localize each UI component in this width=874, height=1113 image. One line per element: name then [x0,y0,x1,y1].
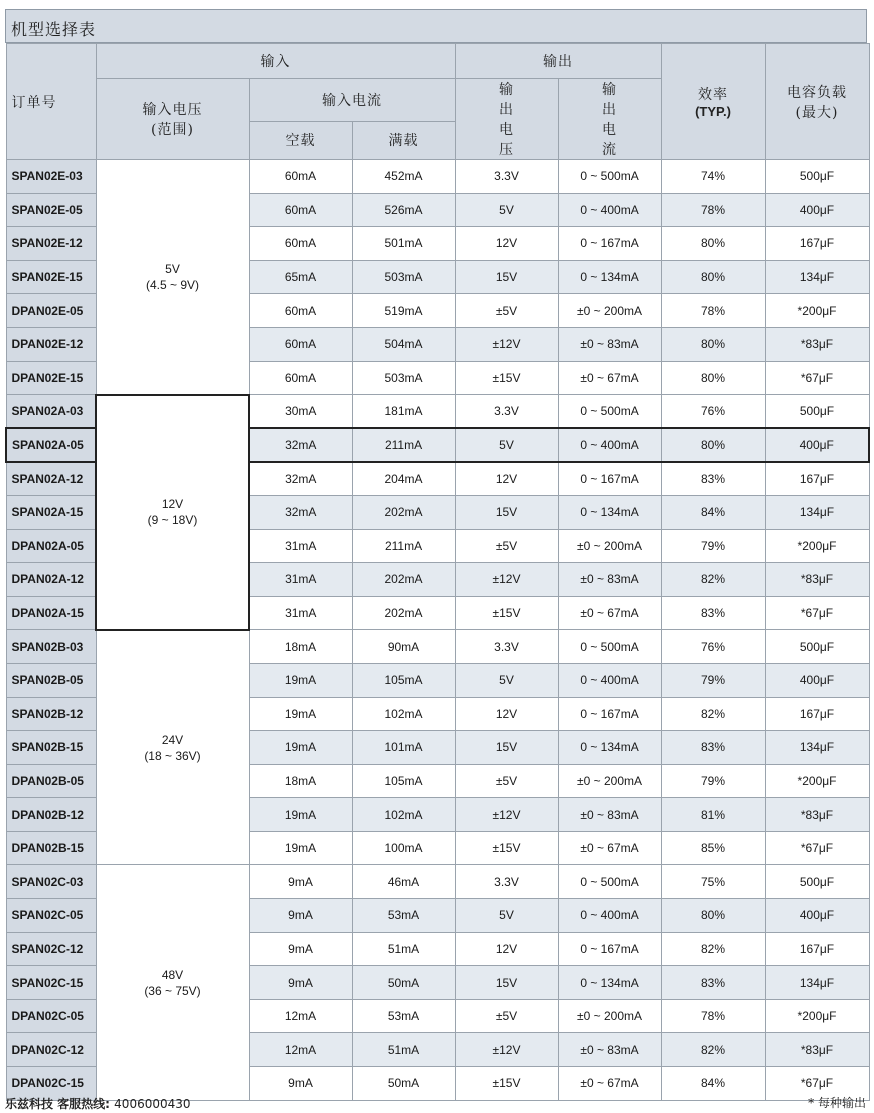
header-no-load: 空载 [249,121,352,159]
no-load-cell: 31mA [249,563,352,597]
footer-company-label: 乐兹科技 客服热线: [5,1097,110,1111]
no-load-cell: 19mA [249,731,352,765]
eff-cell: 81% [661,798,765,832]
table-row [6,395,869,429]
iout-cell: 0 ~ 500mA [558,395,661,429]
input-voltage-cell [96,865,249,1100]
eff-cell: 80% [661,227,765,261]
vout-cell: 5V [455,428,558,462]
cap-cell: 134μF [765,966,869,1000]
iout-cell: ±0 ~ 200mA [558,999,661,1033]
cap-cell: *200μF [765,764,869,798]
iout-cell: 0 ~ 500mA [558,865,661,899]
full-load-cell: 46mA [352,865,455,899]
cap-cell: 400μF [765,428,869,462]
model-cell: DPAN02E-05 [6,294,96,328]
vout-cell: 3.3V [455,630,558,664]
full-load-cell: 211mA [352,529,455,563]
eff-cell: 83% [661,462,765,496]
vout-cell: ±15V [455,596,558,630]
header-output-voltage-label: 输出电压 [499,82,515,158]
model-cell: SPAN02E-12 [6,227,96,261]
model-cell: SPAN02C-03 [6,865,96,899]
eff-cell: 80% [661,260,765,294]
footer-company [5,1095,191,1112]
no-load-cell: 18mA [249,630,352,664]
vout-cell: ±12V [455,327,558,361]
cap-cell: 134μF [765,495,869,529]
header-output-current [558,79,661,160]
full-load-cell: 501mA [352,227,455,261]
table-row [6,630,869,664]
input-voltage-value: 48V [161,967,184,982]
full-load-cell: 202mA [352,563,455,597]
no-load-cell: 12mA [249,999,352,1033]
cap-cell: 500μF [765,630,869,664]
iout-cell: 0 ~ 400mA [558,428,661,462]
full-load-cell: 51mA [352,1033,455,1067]
header-output-current-label: 输出电流 [602,82,618,158]
eff-cell: 78% [661,294,765,328]
model-cell: SPAN02C-05 [6,899,96,933]
vout-cell: 3.3V [455,160,558,194]
header-order-no: 订单号 [6,44,96,160]
vout-cell: 15V [455,731,558,765]
full-load-cell: 50mA [352,1067,455,1101]
cap-cell: 400μF [765,663,869,697]
table-body [6,160,869,1101]
cap-cell: *83μF [765,327,869,361]
eff-cell: 78% [661,999,765,1033]
vout-cell: 12V [455,462,558,496]
footer-note: * 每种输出 [808,1096,866,1110]
iout-cell: 0 ~ 400mA [558,193,661,227]
header-efficiency [661,44,765,160]
no-load-cell: 19mA [249,831,352,865]
cap-cell: 134μF [765,260,869,294]
model-cell: DPAN02A-12 [6,563,96,597]
iout-cell: 0 ~ 134mA [558,731,661,765]
header-cap-load [765,44,869,160]
model-cell: DPAN02E-12 [6,327,96,361]
model-cell: SPAN02B-12 [6,697,96,731]
vout-cell: 12V [455,697,558,731]
full-load-cell: 53mA [352,999,455,1033]
vout-cell: ±5V [455,294,558,328]
no-load-cell: 60mA [249,227,352,261]
vout-cell: 3.3V [455,395,558,429]
model-cell: SPAN02B-03 [6,630,96,664]
cap-cell: 167μF [765,697,869,731]
eff-cell: 83% [661,966,765,1000]
cap-cell: 167μF [765,932,869,966]
eff-cell: 80% [661,428,765,462]
iout-cell: ±0 ~ 83mA [558,1033,661,1067]
cap-cell: *83μF [765,798,869,832]
vout-cell: ±12V [455,1033,558,1067]
no-load-cell: 60mA [249,361,352,395]
eff-cell: 82% [661,563,765,597]
no-load-cell: 60mA [249,160,352,194]
eff-cell: 82% [661,697,765,731]
model-cell: SPAN02E-15 [6,260,96,294]
no-load-cell: 65mA [249,260,352,294]
no-load-cell: 32mA [249,495,352,529]
iout-cell: 0 ~ 134mA [558,260,661,294]
eff-cell: 80% [661,327,765,361]
no-load-cell: 60mA [249,294,352,328]
eff-cell: 83% [661,731,765,765]
model-cell: DPAN02A-15 [6,596,96,630]
iout-cell: 0 ~ 400mA [558,663,661,697]
header-input: 输入 [96,44,455,79]
model-cell: DPAN02C-12 [6,1033,96,1067]
model-cell: SPAN02A-05 [6,428,96,462]
input-voltage-cell [96,160,249,395]
vout-cell: ±5V [455,529,558,563]
no-load-cell: 30mA [249,395,352,429]
header-efficiency-label: 效率 [698,87,729,103]
header-cap-load-max: (最大) [795,104,839,121]
vout-cell: 12V [455,932,558,966]
full-load-cell: 90mA [352,630,455,664]
input-voltage-range: (9 ~ 18V) [147,513,198,528]
eff-cell: 75% [661,865,765,899]
vout-cell: ±12V [455,798,558,832]
full-load-cell: 503mA [352,260,455,294]
full-load-cell: 51mA [352,932,455,966]
full-load-cell: 105mA [352,663,455,697]
model-cell: SPAN02A-03 [6,395,96,429]
input-voltage-cell [96,395,249,630]
header-output: 输出 [455,44,661,79]
title-bar [5,9,867,43]
model-cell: DPAN02C-05 [6,999,96,1033]
cap-cell: *200μF [765,529,869,563]
model-cell: DPAN02A-05 [6,529,96,563]
header-input-voltage [96,79,249,160]
input-voltage-range: (36 ~ 75V) [144,983,201,998]
header-output-voltage [455,79,558,160]
iout-cell: 0 ~ 500mA [558,160,661,194]
header-full-load: 满载 [352,121,455,159]
vout-cell: 3.3V [455,865,558,899]
cap-cell: *83μF [765,1033,869,1067]
eff-cell: 76% [661,395,765,429]
no-load-cell: 19mA [249,798,352,832]
eff-cell: 79% [661,529,765,563]
cap-cell: 167μF [765,462,869,496]
vout-cell: 12V [455,227,558,261]
full-load-cell: 105mA [352,764,455,798]
table-row [6,865,869,899]
vout-cell: 5V [455,193,558,227]
eff-cell: 82% [661,1033,765,1067]
full-load-cell: 211mA [352,428,455,462]
cap-cell: *200μF [765,294,869,328]
eff-cell: 79% [661,764,765,798]
header-efficiency-typ: (TYP.) [695,104,731,119]
no-load-cell: 60mA [249,193,352,227]
model-cell: SPAN02C-15 [6,966,96,1000]
full-load-cell: 181mA [352,395,455,429]
full-load-cell: 202mA [352,596,455,630]
iout-cell: ±0 ~ 67mA [558,831,661,865]
no-load-cell: 9mA [249,966,352,1000]
model-cell: SPAN02B-15 [6,731,96,765]
model-cell: SPAN02E-03 [6,160,96,194]
iout-cell: 0 ~ 500mA [558,630,661,664]
iout-cell: 0 ~ 134mA [558,966,661,1000]
cap-cell: 400μF [765,193,869,227]
cap-cell: *83μF [765,563,869,597]
full-load-cell: 102mA [352,697,455,731]
cap-cell: 500μF [765,160,869,194]
model-cell: SPAN02B-05 [6,663,96,697]
eff-cell: 84% [661,1067,765,1101]
no-load-cell: 32mA [249,428,352,462]
model-cell: SPAN02C-12 [6,932,96,966]
model-cell: SPAN02A-15 [6,495,96,529]
full-load-cell: 519mA [352,294,455,328]
iout-cell: 0 ~ 134mA [558,495,661,529]
model-cell: DPAN02B-15 [6,831,96,865]
cap-cell: 167μF [765,227,869,261]
cap-cell: *67μF [765,596,869,630]
vout-cell: 5V [455,899,558,933]
iout-cell: 0 ~ 400mA [558,899,661,933]
vout-cell: ±12V [455,563,558,597]
model-cell: SPAN02A-12 [6,462,96,496]
full-load-cell: 202mA [352,495,455,529]
iout-cell: 0 ~ 167mA [558,462,661,496]
model-selection-table [5,43,870,1101]
iout-cell: ±0 ~ 200mA [558,529,661,563]
input-voltage-range: (18 ~ 36V) [144,748,201,763]
cap-cell: 400μF [765,899,869,933]
eff-cell: 83% [661,596,765,630]
model-cell: DPAN02E-15 [6,361,96,395]
model-cell: DPAN02C-15 [6,1067,96,1101]
iout-cell: ±0 ~ 200mA [558,764,661,798]
vout-cell: 15V [455,260,558,294]
eff-cell: 78% [661,193,765,227]
iout-cell: 0 ~ 167mA [558,227,661,261]
full-load-cell: 526mA [352,193,455,227]
table-header [6,44,869,160]
cap-cell: 134μF [765,731,869,765]
vout-cell: ±15V [455,1067,558,1101]
full-load-cell: 102mA [352,798,455,832]
eff-cell: 74% [661,160,765,194]
iout-cell: ±0 ~ 67mA [558,361,661,395]
full-load-cell: 204mA [352,462,455,496]
model-cell: SPAN02E-05 [6,193,96,227]
no-load-cell: 12mA [249,1033,352,1067]
vout-cell: ±15V [455,361,558,395]
iout-cell: ±0 ~ 83mA [558,563,661,597]
no-load-cell: 31mA [249,529,352,563]
eff-cell: 79% [661,663,765,697]
vout-cell: 15V [455,966,558,1000]
model-cell: DPAN02B-12 [6,798,96,832]
full-load-cell: 503mA [352,361,455,395]
no-load-cell: 9mA [249,899,352,933]
no-load-cell: 9mA [249,932,352,966]
iout-cell: ±0 ~ 200mA [558,294,661,328]
full-load-cell: 53mA [352,899,455,933]
eff-cell: 82% [661,932,765,966]
header-input-current: 输入电流 [249,79,455,122]
full-load-cell: 50mA [352,966,455,1000]
input-voltage-value: 12V [161,497,184,512]
page-title: 机型选择表 [11,20,97,39]
header-cap-load-label: 电容负载 [787,84,848,101]
no-load-cell: 9mA [249,1067,352,1101]
no-load-cell: 9mA [249,865,352,899]
full-load-cell: 100mA [352,831,455,865]
no-load-cell: 19mA [249,663,352,697]
no-load-cell: 19mA [249,697,352,731]
cap-cell: *67μF [765,361,869,395]
eff-cell: 80% [661,899,765,933]
vout-cell: ±15V [455,831,558,865]
vout-cell: ±5V [455,764,558,798]
iout-cell: ±0 ~ 83mA [558,327,661,361]
no-load-cell: 60mA [249,327,352,361]
full-load-cell: 452mA [352,160,455,194]
cap-cell: *200μF [765,999,869,1033]
no-load-cell: 31mA [249,596,352,630]
full-load-cell: 504mA [352,327,455,361]
input-voltage-value: 5V [165,261,180,276]
iout-cell: ±0 ~ 67mA [558,1067,661,1101]
input-voltage-value: 24V [161,732,184,747]
iout-cell: 0 ~ 167mA [558,697,661,731]
cap-cell: 500μF [765,395,869,429]
model-cell: DPAN02B-05 [6,764,96,798]
input-voltage-cell [96,630,249,865]
vout-cell: 5V [455,663,558,697]
footer-hotline: 4006000430 [114,1097,191,1111]
input-voltage-range: (4.5 ~ 9V) [145,277,200,292]
iout-cell: ±0 ~ 67mA [558,596,661,630]
vout-cell: 15V [455,495,558,529]
cap-cell: *67μF [765,831,869,865]
eff-cell: 76% [661,630,765,664]
eff-cell: 85% [661,831,765,865]
vout-cell: ±5V [455,999,558,1033]
cap-cell: 500μF [765,865,869,899]
iout-cell: 0 ~ 167mA [558,932,661,966]
no-load-cell: 32mA [249,462,352,496]
cap-cell: *67μF [765,1067,869,1101]
header-input-voltage-range: (范围) [151,122,194,138]
eff-cell: 84% [661,495,765,529]
table-row [6,160,869,194]
header-input-voltage-label: 输入电压 [142,102,203,118]
eff-cell: 80% [661,361,765,395]
iout-cell: ±0 ~ 83mA [558,798,661,832]
no-load-cell: 18mA [249,764,352,798]
full-load-cell: 101mA [352,731,455,765]
